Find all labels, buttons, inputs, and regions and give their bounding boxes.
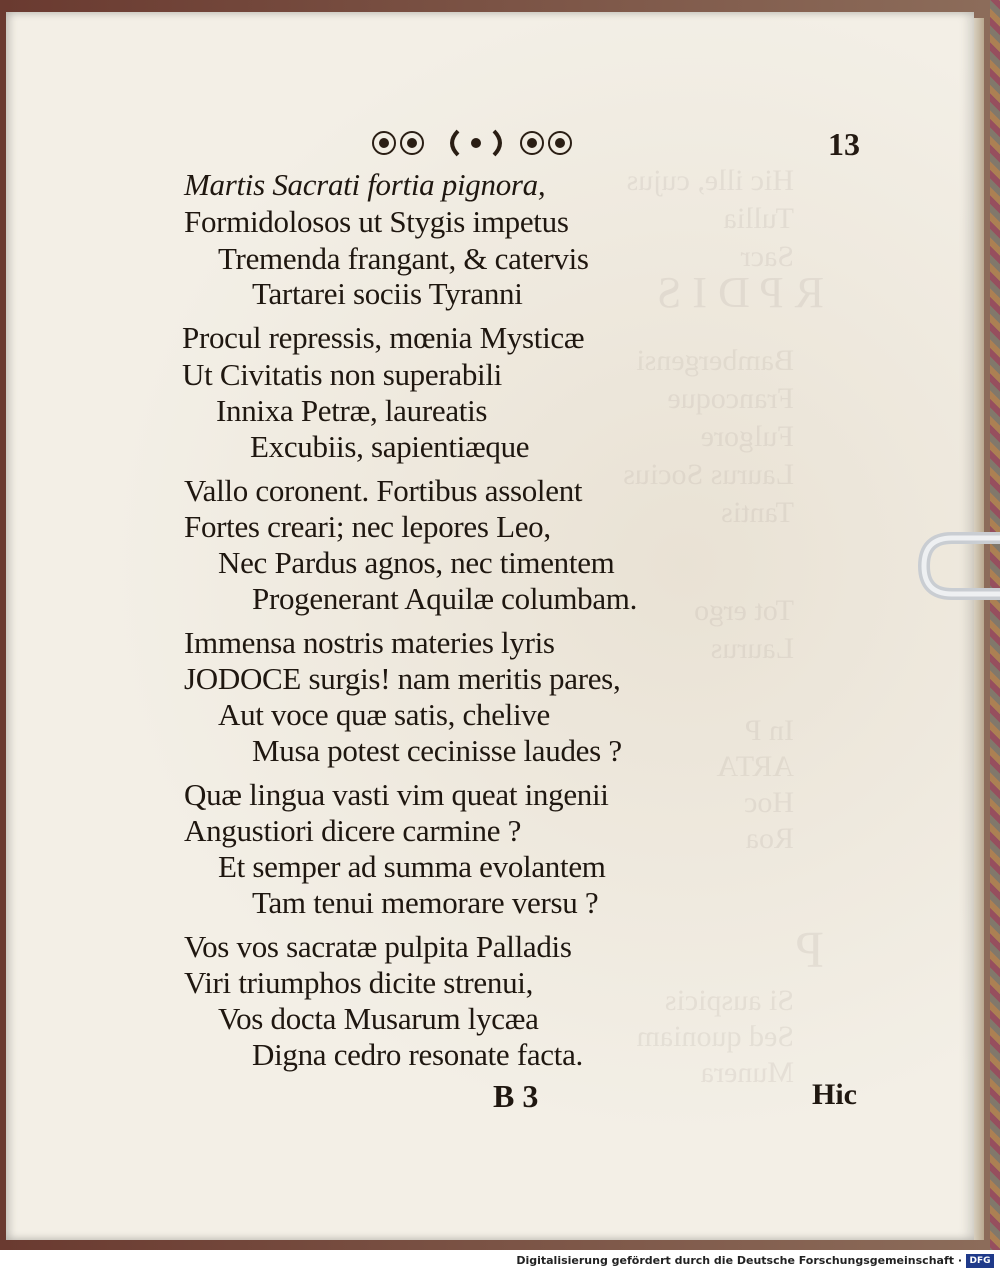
verse-line: Vos vos sacratæ pulpita Palladis [184, 929, 572, 964]
footer-bar [0, 1250, 1000, 1272]
verse-line: Formidolosos ut Stygis impetus [184, 204, 569, 239]
paper-clip-icon [912, 528, 1000, 608]
verse-line: Aut voce quæ satis, chelive [218, 697, 550, 732]
verse-line: Ut Civitatis non superabili [182, 357, 502, 392]
verse-line: Innixa Petræ, laureatis [216, 393, 488, 428]
verse-line: Procul repressis, mœnia Mysticæ [182, 320, 585, 355]
show-through-bleed: Hic ille, cujus Tullia Sacr R P D I S Bambergensi Francoque Fulgore Laurus Socius Tantis Tot ergo Laurus In P ARTA Hoc Roa P Si auspicis Sed quoniam Munera [623, 164, 824, 1089]
verse-line: Tartarei sociis Tyranni [252, 276, 523, 311]
verse-line: Viri triumphos dicite strenui, [184, 965, 534, 1000]
verse-line: Vos docta Musarum lycæa [218, 1001, 539, 1036]
verse-line: Martis Sacrati fortia pignora, [184, 167, 546, 202]
verse-line: Excubiis, sapientiæque [250, 429, 530, 464]
verse-line: Tremenda frangant, & catervis [218, 241, 589, 276]
catchword: Hic [812, 1078, 857, 1111]
verse-line: Tam tenui memorare versu ? [252, 885, 599, 920]
page-number: 13 [828, 126, 860, 162]
verse-line: JODOCE surgis! nam meritis pares, [184, 661, 621, 696]
verse-line: Digna cedro resonate facta. [252, 1037, 583, 1072]
verse-line: Immensa nostris materies lyris [184, 625, 555, 660]
verse-line: Angustiori dicere carmine ? [184, 813, 522, 848]
verse-line: Vallo coronent. Fortibus assolent [184, 473, 583, 508]
verse-line: Nec Pardus agnos, nec timentem [218, 545, 615, 580]
dfg-logo-icon: DFG [966, 1254, 994, 1268]
book-page [6, 12, 974, 1240]
verse-line: Et semper ad summa evolantem [218, 849, 606, 884]
verse-line: Progenerant Aquilæ columbam. [252, 581, 638, 616]
verse-line: Quæ lingua vasti vim queat ingenii [184, 777, 609, 812]
funding-credit: Digitalisierung gefördert durch die Deutsche Forschungsgemeinschaft · [516, 1254, 962, 1267]
signature-mark: B 3 [493, 1078, 539, 1114]
page-edge [974, 18, 984, 1240]
verse-line: Musa potest cecinisse laudes ? [252, 733, 622, 768]
ornament-rosette-icon [366, 125, 586, 161]
verse-line: Fortes creari; nec lepores Leo, [184, 509, 551, 544]
